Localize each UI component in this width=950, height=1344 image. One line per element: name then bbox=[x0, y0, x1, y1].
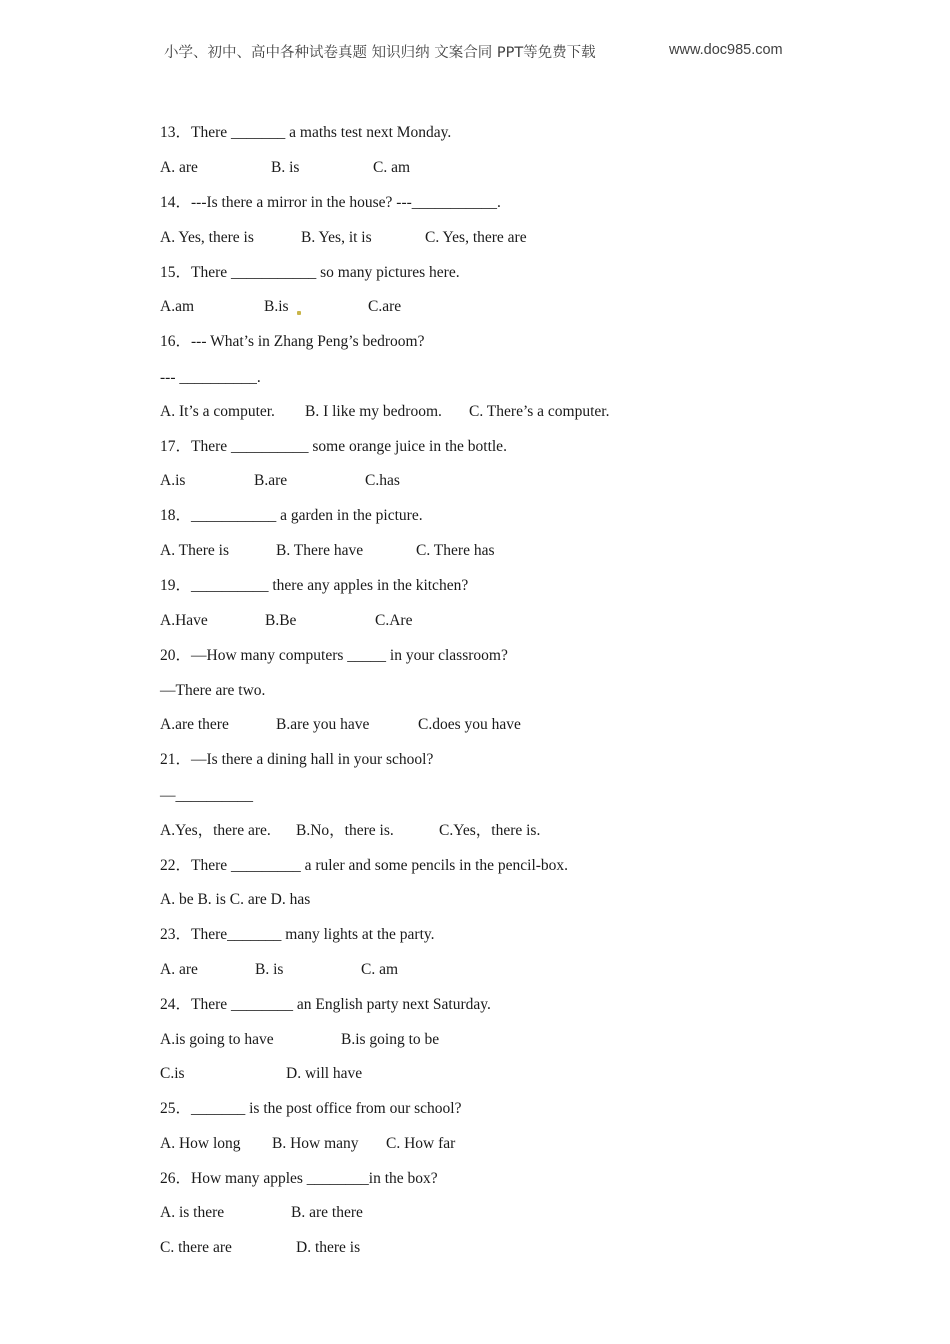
option-a: A.are there bbox=[160, 716, 229, 733]
option-b: B. is bbox=[271, 159, 300, 176]
option-a: A.Have bbox=[160, 612, 208, 629]
question-14: 14．---Is there a mirror in the house? ---___________. bbox=[160, 194, 501, 211]
question-24: 24．There ________ an English party next Saturday. bbox=[160, 996, 491, 1013]
question-16: 16．--- What’s in Zhang Peng’s bedroom? bbox=[160, 333, 425, 350]
question-26: 26．How many apples ________in the box? bbox=[160, 1170, 438, 1187]
option-b: B. Yes, it is bbox=[301, 229, 372, 246]
option-c: C.is bbox=[160, 1065, 185, 1082]
option-b: B.are bbox=[254, 472, 288, 489]
page-header bbox=[0, 41, 950, 63]
option-a: A.Yes，there are. bbox=[160, 822, 271, 839]
header-title: 小学、初中、高中各种试卷真题 知识归纳 文案合同 PPT等免费下载 bbox=[164, 45, 596, 61]
option-c: C.does you have bbox=[418, 716, 521, 733]
question-23: 23．There_______ many lights at the party. bbox=[160, 926, 435, 943]
option-d: D. will have bbox=[286, 1065, 363, 1082]
decorative-dot bbox=[297, 311, 301, 315]
option-b: B.No，there is. bbox=[296, 822, 394, 839]
question-20-answer-line: —There are two. bbox=[160, 682, 266, 699]
option-c: C.has bbox=[365, 472, 400, 489]
question-20: 20．—How many computers _____ in your classroom? bbox=[160, 647, 508, 664]
option-b: B. There have bbox=[276, 542, 364, 559]
option-b: B.is bbox=[264, 298, 289, 315]
option-c: C.Are bbox=[375, 612, 413, 629]
option-c: C. there are bbox=[160, 1239, 232, 1256]
option-c: C. am bbox=[373, 159, 411, 176]
option-c: C.Yes，there is. bbox=[439, 822, 541, 839]
option-c: C. Yes, there are bbox=[425, 229, 527, 246]
options-22: A. be B. is C. are D. has bbox=[160, 891, 311, 908]
option-c: C. There has bbox=[416, 542, 495, 559]
option-a: A. is there bbox=[160, 1204, 225, 1221]
option-b: B.Be bbox=[265, 612, 297, 629]
option-d: D. there is bbox=[296, 1239, 361, 1256]
question-16-answer-line: --- __________. bbox=[160, 369, 261, 386]
option-a: A.am bbox=[160, 298, 195, 315]
option-a: A.is going to have bbox=[160, 1031, 274, 1048]
option-b: B. are there bbox=[291, 1204, 363, 1221]
option-a: A. are bbox=[160, 159, 198, 176]
question-21-answer-line: —__________ bbox=[160, 787, 253, 804]
option-a: A. How long bbox=[160, 1135, 241, 1152]
option-b: B. I like my bedroom. bbox=[305, 403, 442, 420]
question-13: 13．There _______ a maths test next Monday. bbox=[160, 124, 452, 141]
option-a: A. It’s a computer. bbox=[160, 403, 275, 420]
question-15: 15．There ___________ so many pictures here. bbox=[160, 264, 460, 281]
option-a: A.is bbox=[160, 472, 186, 489]
question-22: 22．There _________ a ruler and some pencils in the pencil-box. bbox=[160, 857, 569, 874]
question-17: 17．There __________ some orange juice in the bottle. bbox=[160, 438, 507, 455]
option-a: A. There is bbox=[160, 542, 230, 559]
option-c: C. There’s a computer. bbox=[469, 403, 610, 420]
option-a: A. Yes, there is bbox=[160, 229, 254, 246]
question-21: 21．—Is there a dining hall in your school? bbox=[160, 751, 434, 768]
question-19: 19．__________ there any apples in the kitchen? bbox=[160, 577, 469, 594]
option-c: C.are bbox=[368, 298, 402, 315]
option-b: B.is going to be bbox=[341, 1031, 440, 1048]
option-b: B.are you have bbox=[276, 716, 370, 733]
option-c: C. am bbox=[361, 961, 399, 978]
option-a: A. are bbox=[160, 961, 198, 978]
question-18: 18．___________ a garden in the picture. bbox=[160, 507, 423, 524]
option-b: B. How many bbox=[272, 1135, 359, 1152]
option-c: C. How far bbox=[386, 1135, 456, 1152]
option-b: B. is bbox=[255, 961, 284, 978]
question-25: 25．_______ is the post office from our school? bbox=[160, 1100, 462, 1117]
header-url: www.doc985.com bbox=[669, 42, 783, 58]
